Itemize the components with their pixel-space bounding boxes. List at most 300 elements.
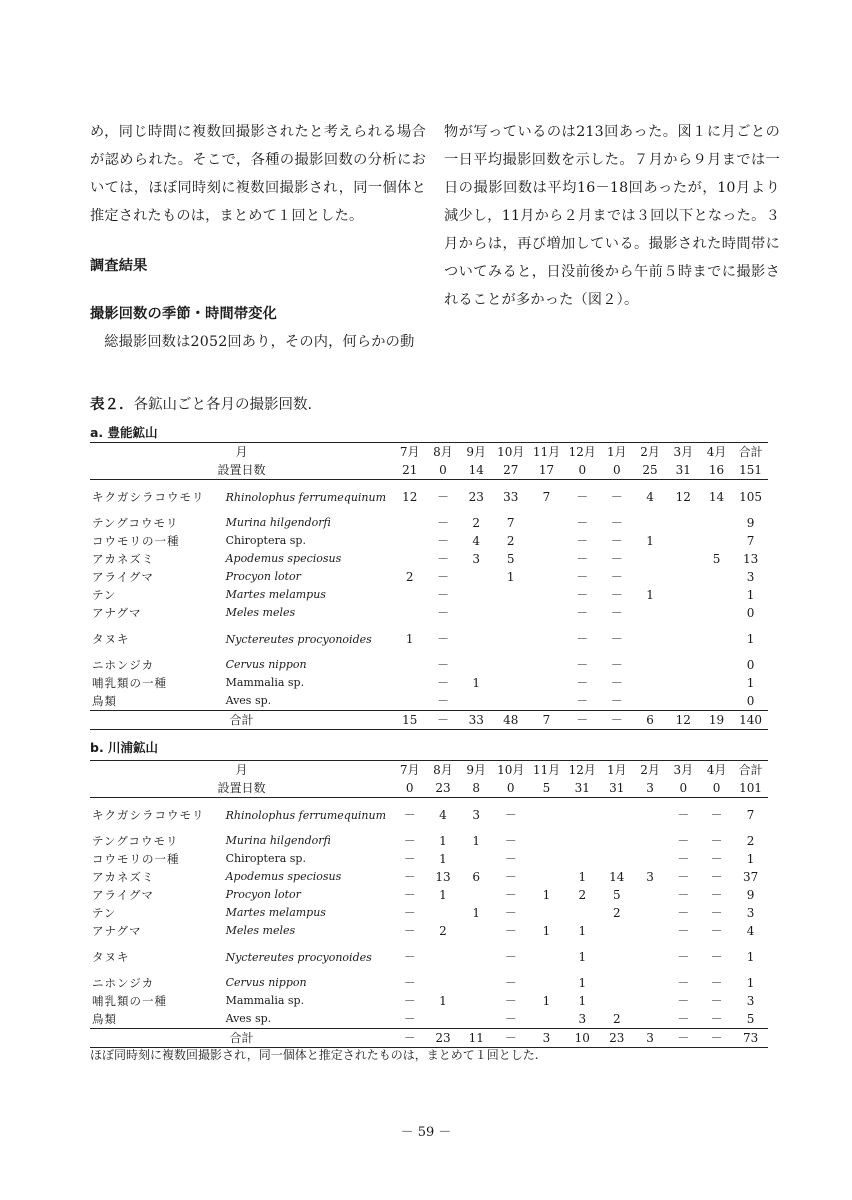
count-cell: [633, 850, 666, 868]
days-label: 設置日数: [90, 461, 393, 480]
count-cell: 105: [739, 489, 763, 504]
table-row: [90, 850, 768, 868]
total-cell: －: [493, 1029, 529, 1048]
count-cell: 5: [612, 888, 621, 902]
table-row: [90, 586, 768, 604]
species-scientific-name: Martes melampus: [225, 906, 326, 919]
count-cell: 3: [746, 906, 755, 920]
count-cell: －: [610, 606, 623, 620]
count-cell: [667, 674, 700, 692]
days-cell: 0: [600, 461, 633, 480]
total-cell: 48: [493, 711, 529, 730]
month-header-cell: 合計: [733, 443, 768, 462]
count-cell: －: [504, 924, 517, 938]
count-cell: [460, 568, 493, 586]
count-cell: －: [504, 906, 517, 920]
right-column: [444, 118, 780, 314]
count-cell: 2: [506, 534, 515, 548]
count-cell: －: [436, 658, 449, 672]
species-japanese-name: アナグマ: [92, 606, 142, 620]
count-cell: [667, 656, 700, 674]
count-cell: －: [403, 976, 416, 990]
count-cell: 1: [472, 676, 481, 690]
count-cell: [700, 586, 733, 604]
total-label: 合計: [90, 1029, 393, 1048]
count-cell: 9: [746, 888, 755, 902]
count-cell: [529, 568, 565, 586]
count-cell: 3: [746, 570, 755, 584]
count-cell: 13: [435, 870, 451, 884]
table-row: [90, 1010, 768, 1029]
total-cell: 19: [700, 711, 733, 730]
count-cell: －: [677, 1012, 690, 1026]
count-cell: [529, 622, 565, 656]
count-cell: [460, 886, 493, 904]
count-cell: [700, 514, 733, 532]
species-scientific-name: Murina hilgendorfi: [225, 516, 331, 529]
count-cell: [393, 604, 426, 622]
count-cell: －: [504, 834, 517, 848]
count-cell: [667, 532, 700, 550]
count-cell: [529, 974, 565, 992]
table-row: [90, 974, 768, 992]
count-cell: [393, 656, 426, 674]
count-cell: [493, 692, 529, 711]
count-cell: －: [436, 516, 449, 530]
count-cell: 1: [578, 949, 587, 964]
days-cell: 0: [493, 779, 529, 798]
count-cell: [700, 568, 733, 586]
count-cell: －: [710, 949, 723, 964]
count-cell: [667, 622, 700, 656]
days-row: [90, 461, 768, 480]
count-cell: [529, 550, 565, 568]
count-cell: －: [610, 552, 623, 566]
month-header-cell: 1月: [600, 443, 633, 462]
count-cell: 5: [506, 552, 515, 566]
count-cell: －: [710, 976, 723, 990]
count-cell: [667, 604, 700, 622]
count-cell: [460, 974, 493, 992]
count-cell: [600, 940, 633, 974]
days-cell: 101: [733, 779, 768, 798]
count-cell: [460, 992, 493, 1010]
species-japanese-name: コウモリの一種: [92, 852, 180, 866]
count-cell: 0: [746, 694, 755, 708]
count-cell: 1: [439, 994, 447, 1008]
month-header-cell: 9月: [460, 443, 493, 462]
count-cell: [564, 904, 600, 922]
count-cell: [529, 868, 565, 886]
count-cell: －: [436, 631, 449, 646]
table-row: [90, 550, 768, 568]
species-japanese-name: キクガシラコウモリ: [92, 807, 205, 822]
days-cell: 16: [700, 461, 733, 480]
count-cell: [600, 974, 633, 992]
total-cell: －: [600, 711, 633, 730]
count-cell: 0: [746, 658, 755, 672]
table-row: [90, 604, 768, 622]
species-scientific-name: Chiroptera sp.: [225, 534, 306, 547]
count-cell: [600, 992, 633, 1010]
count-cell: －: [436, 534, 449, 548]
count-cell: [700, 604, 733, 622]
total-cell: 3: [633, 1029, 666, 1048]
count-cell: －: [576, 552, 589, 566]
count-cell: －: [710, 888, 723, 902]
count-cell: 5: [746, 1012, 755, 1026]
count-cell: －: [504, 994, 517, 1008]
count-cell: －: [677, 834, 690, 848]
count-cell: [633, 940, 666, 974]
count-cell: [460, 850, 493, 868]
total-cell: 33: [460, 711, 493, 730]
count-cell: [529, 586, 565, 604]
count-cell: [426, 904, 459, 922]
count-cell: [529, 940, 565, 974]
month-header-cell: 4月: [700, 443, 733, 462]
count-cell: [493, 604, 529, 622]
left-column: [90, 118, 426, 356]
count-cell: 1: [746, 976, 755, 990]
species-scientific-name: Rhinolophus ferrumequinum: [225, 490, 387, 504]
count-cell: [529, 656, 565, 674]
count-cell: [393, 674, 426, 692]
count-cell: [700, 532, 733, 550]
days-cell: 0: [564, 461, 600, 480]
count-cell: 2: [405, 570, 414, 584]
species-scientific-name: Meles meles: [225, 924, 296, 937]
count-cell: －: [677, 994, 690, 1008]
species-scientific-name: Cervus nippon: [225, 658, 307, 671]
species-japanese-name: ニホンジカ: [92, 976, 155, 990]
month-header-cell: 合計: [733, 761, 768, 780]
count-cell: 1: [578, 924, 587, 938]
count-cell: 3: [472, 552, 481, 566]
species-japanese-name: 哺乳類の一種: [92, 994, 167, 1008]
count-cell: [493, 674, 529, 692]
count-cell: －: [610, 676, 623, 690]
count-cell: －: [576, 588, 589, 602]
count-cell: [564, 832, 600, 850]
count-cell: －: [610, 489, 623, 504]
count-cell: 4: [472, 534, 481, 548]
species-japanese-name: キクガシラコウモリ: [92, 489, 205, 504]
count-cell: 6: [472, 870, 481, 884]
section-heading: 調査結果: [90, 258, 148, 274]
table-b-title: b. 川浦鉱山: [90, 740, 159, 755]
count-cell: [633, 604, 666, 622]
count-cell: [529, 798, 565, 833]
count-cell: [633, 1010, 666, 1029]
count-cell: [633, 568, 666, 586]
total-cell: －: [700, 1029, 733, 1048]
count-cell: －: [610, 588, 623, 602]
days-row: [90, 779, 768, 798]
count-cell: －: [677, 924, 690, 938]
count-cell: －: [504, 949, 517, 964]
total-cell: 23: [600, 1029, 633, 1048]
table-caption-text: 各鉱山ごと各月の撮影回数.: [133, 397, 313, 413]
count-cell: －: [710, 1012, 723, 1026]
count-cell: [460, 1010, 493, 1029]
species-scientific-name: Nyctereutes procyonoides: [225, 950, 372, 964]
month-header-cell: 3月: [667, 761, 700, 780]
count-cell: －: [436, 489, 449, 504]
month-header-cell: 2月: [633, 443, 666, 462]
count-cell: 12: [402, 489, 418, 504]
count-cell: [633, 922, 666, 940]
count-cell: －: [504, 1012, 517, 1026]
count-cell: －: [677, 852, 690, 866]
table-b-body: [90, 761, 768, 1048]
count-cell: [600, 850, 633, 868]
count-cell: 12: [675, 489, 691, 504]
count-cell: 1: [472, 834, 481, 848]
count-cell: [393, 550, 426, 568]
total-cell: 73: [733, 1029, 768, 1048]
count-cell: －: [436, 694, 449, 708]
count-cell: 1: [646, 588, 654, 602]
count-cell: [529, 692, 565, 711]
species-scientific-name: Murina hilgendorfi: [225, 834, 331, 847]
count-cell: －: [576, 570, 589, 584]
count-cell: [633, 550, 666, 568]
count-cell: [460, 622, 493, 656]
count-cell: [529, 674, 565, 692]
month-header-cell: 11月: [529, 443, 565, 462]
count-cell: 4: [646, 489, 654, 504]
total-cell: 3: [529, 1029, 565, 1048]
count-cell: [667, 550, 700, 568]
count-cell: －: [677, 976, 690, 990]
count-cell: 1: [578, 976, 587, 990]
count-cell: －: [610, 658, 623, 672]
count-cell: －: [576, 658, 589, 672]
total-cell: 140: [733, 711, 768, 730]
count-cell: －: [504, 888, 517, 902]
count-cell: －: [677, 906, 690, 920]
count-cell: 33: [503, 489, 519, 504]
count-cell: 1: [746, 676, 755, 690]
species-japanese-name: テン: [92, 588, 117, 602]
days-cell: 17: [529, 461, 565, 480]
count-cell: －: [710, 807, 723, 822]
count-cell: －: [436, 570, 449, 584]
total-cell: 12: [667, 711, 700, 730]
month-header-cell: 7月: [393, 443, 426, 462]
count-cell: [700, 622, 733, 656]
count-cell: －: [610, 631, 623, 646]
count-cell: [600, 922, 633, 940]
days-cell: 23: [426, 779, 459, 798]
species-japanese-name: コウモリの一種: [92, 534, 180, 548]
total-cell: －: [667, 1029, 700, 1048]
count-cell: [633, 992, 666, 1010]
days-cell: 14: [460, 461, 493, 480]
count-cell: 23: [468, 489, 484, 504]
count-cell: [460, 692, 493, 711]
count-cell: 3: [472, 807, 481, 822]
count-cell: －: [710, 834, 723, 848]
count-cell: [529, 1010, 565, 1029]
count-cell: －: [403, 1012, 416, 1026]
count-cell: 2: [578, 888, 587, 902]
count-cell: 1: [542, 924, 551, 938]
table-row: [90, 692, 768, 711]
table-row: [90, 532, 768, 550]
total-row: [90, 1029, 768, 1048]
left-paragraph-1: め，同じ時間に複数回撮影されたと考えられる場合が認められた。そこで，各種の撮影回数の分析においては，ほぼ同時刻に複数回撮影され，同一個体と推定されたものは，まとめて１回とした。: [90, 124, 426, 224]
count-cell: －: [403, 994, 416, 1008]
table-row: [90, 886, 768, 904]
days-cell: 8: [460, 779, 493, 798]
count-cell: －: [403, 834, 416, 848]
table-row: [90, 674, 768, 692]
month-header-label: 月: [90, 443, 393, 462]
species-japanese-name: アライグマ: [92, 570, 154, 584]
count-cell: －: [710, 906, 723, 920]
count-cell: －: [710, 994, 723, 1008]
count-cell: [529, 850, 565, 868]
count-cell: －: [403, 906, 416, 920]
species-scientific-name: Meles meles: [225, 606, 296, 619]
count-cell: －: [403, 852, 416, 866]
count-cell: 1: [506, 570, 515, 584]
count-cell: [633, 798, 666, 833]
count-cell: [426, 940, 459, 974]
count-cell: [529, 604, 565, 622]
count-cell: －: [677, 870, 690, 884]
count-cell: －: [436, 676, 449, 690]
count-cell: 2: [472, 516, 481, 530]
count-cell: 1: [542, 888, 551, 902]
right-paragraph: 物が写っているのは213回あった。図１に月ごとの一日平均撮影回数を示した。７月から９月までは一日の撮影回数は平均16－18回あったが，10月より減少し，11月から２月までは３回以下となった。３月からは，再び増加している。撮影された時間帯についてみると，日没前後から午前５時までに撮影されることが多かった（図２）。: [444, 124, 780, 308]
days-cell: 5: [529, 779, 565, 798]
count-cell: [529, 514, 565, 532]
month-header-cell: 7月: [393, 761, 426, 780]
count-cell: －: [677, 888, 690, 902]
count-cell: 3: [746, 994, 755, 1008]
count-cell: [700, 674, 733, 692]
count-cell: 2: [746, 834, 755, 848]
count-cell: [426, 974, 459, 992]
table-row: [90, 568, 768, 586]
total-cell: 6: [633, 711, 666, 730]
count-cell: －: [504, 870, 517, 884]
days-cell: 0: [700, 779, 733, 798]
count-cell: －: [576, 516, 589, 530]
count-cell: [700, 692, 733, 711]
count-cell: 1: [746, 631, 755, 646]
days-cell: 27: [493, 461, 529, 480]
table-row: [90, 656, 768, 674]
count-cell: －: [403, 870, 416, 884]
species-scientific-name: Procyon lotor: [225, 570, 301, 583]
table-row: [90, 868, 768, 886]
page-number: － 59 －: [400, 1125, 452, 1140]
count-cell: 4: [746, 924, 755, 938]
count-cell: [667, 586, 700, 604]
count-cell: [633, 622, 666, 656]
table-row: [90, 922, 768, 940]
count-cell: －: [610, 570, 623, 584]
species-scientific-name: Procyon lotor: [225, 888, 301, 901]
count-cell: 1: [746, 949, 755, 964]
species-scientific-name: Mammalia sp.: [225, 994, 305, 1007]
table-row: [90, 480, 768, 515]
count-cell: [700, 656, 733, 674]
count-cell: 1: [646, 534, 654, 548]
count-cell: 14: [708, 489, 725, 504]
count-cell: [460, 922, 493, 940]
days-cell: 0: [667, 779, 700, 798]
count-cell: 7: [746, 807, 755, 822]
species-japanese-name: タヌキ: [92, 631, 130, 646]
month-header-cell: 4月: [700, 761, 733, 780]
days-cell: 21: [393, 461, 426, 480]
species-japanese-name: アカネズミ: [92, 870, 155, 884]
count-cell: [529, 532, 565, 550]
days-cell: 25: [633, 461, 666, 480]
species-scientific-name: Mammalia sp.: [225, 676, 305, 689]
table-a-title: a. 豊能鉱山: [90, 425, 158, 440]
species-scientific-name: Apodemus speciosus: [225, 552, 342, 565]
total-cell: 7: [529, 711, 565, 730]
species-japanese-name: アナグマ: [92, 924, 142, 938]
species-scientific-name: Aves sp.: [225, 1012, 272, 1025]
count-cell: －: [436, 606, 449, 620]
total-cell: 15: [393, 711, 426, 730]
count-cell: [600, 832, 633, 850]
count-cell: －: [436, 588, 449, 602]
count-cell: 1: [439, 834, 447, 848]
total-cell: 10: [564, 1029, 600, 1048]
month-header-cell: 1月: [600, 761, 633, 780]
count-cell: －: [403, 888, 416, 902]
table-caption-label: 表２．: [90, 397, 134, 413]
table-row: [90, 622, 768, 656]
count-cell: 1: [578, 994, 587, 1008]
species-scientific-name: Chiroptera sp.: [225, 852, 306, 865]
species-japanese-name: 哺乳類の一種: [92, 676, 167, 690]
count-cell: 0: [746, 606, 755, 620]
count-cell: 1: [439, 888, 447, 902]
species-japanese-name: アライグマ: [92, 888, 154, 902]
table-row: [90, 940, 768, 974]
count-cell: －: [576, 534, 589, 548]
month-header-row: [90, 443, 768, 462]
count-cell: －: [403, 949, 416, 964]
count-cell: 1: [542, 994, 551, 1008]
count-cell: [493, 622, 529, 656]
count-cell: 1: [746, 588, 755, 602]
sub-heading: 撮影回数の季節・時間帯変化: [90, 306, 278, 322]
count-cell: 7: [746, 534, 755, 548]
count-cell: －: [576, 489, 589, 504]
species-scientific-name: Martes melampus: [225, 588, 326, 601]
count-cell: [493, 656, 529, 674]
month-header-cell: 11月: [529, 761, 565, 780]
count-cell: 14: [609, 870, 625, 884]
month-header-row: [90, 761, 768, 780]
table-b: [90, 760, 768, 1048]
days-cell: 3: [633, 779, 666, 798]
count-cell: [460, 604, 493, 622]
count-cell: 1: [405, 631, 414, 646]
table-a: [90, 442, 768, 730]
count-cell: [529, 832, 565, 850]
